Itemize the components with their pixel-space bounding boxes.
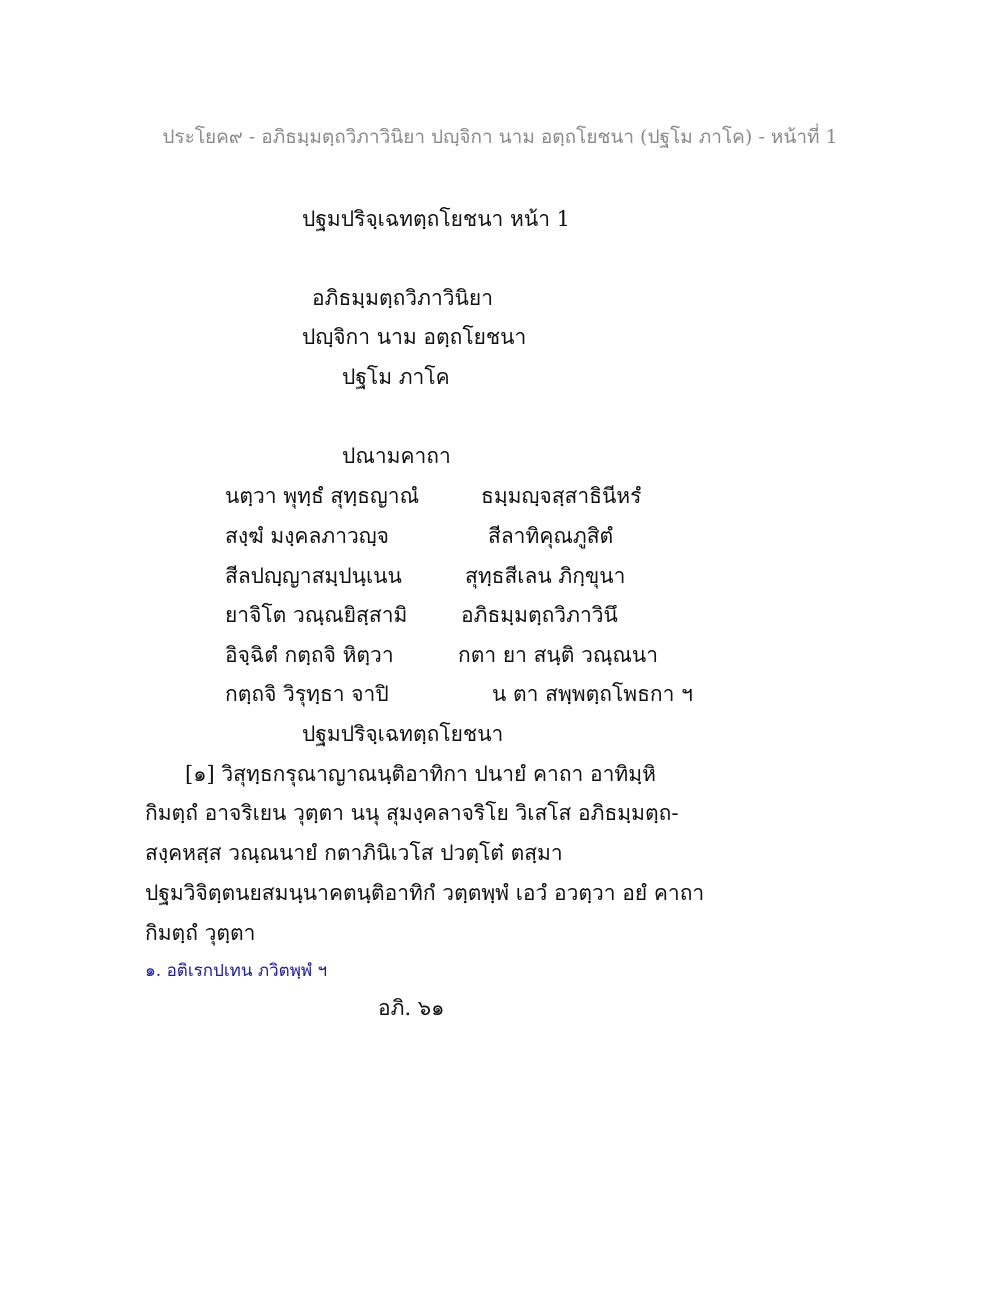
- verse-left: สงฺฆํ มงฺคลภาวญฺจ: [225, 524, 389, 548]
- page-header: ประโยค๙ - อภิธมฺมตฺถวิภาวินิยา ปญฺจิกา นาม อตฺถโยชนา (ปฐโม ภาโค) - หน้าที่ 1: [162, 126, 838, 148]
- verse-right: น ตา สพฺพตฺถโพธกา ฯ: [492, 682, 693, 706]
- paragraph-line: สงฺคหสฺส วณฺณนายํ กตาภินิเวโส ปวตฺโต๋ ตสฺมา: [145, 841, 563, 865]
- verse-left: อิจฺฉิตํ กตฺถจิ หิตฺวา: [225, 643, 394, 667]
- paragraph-line: ปฐมวิจิตฺตนยสมนฺนาคตนฺติอาทิกํ วตฺตพฺพํ เอวํ อวตฺวา อยํ คาถา: [145, 881, 705, 905]
- verse-title: ปณามคาถา: [342, 444, 451, 468]
- verse-right: สุทฺธสีเลน ภิกฺขุนา: [465, 564, 626, 588]
- section-heading: ปฐมปริจฺเฉทตฺถโยชนา หน้า 1: [302, 207, 571, 231]
- verse-right: สีลาทิคุณภูสิตํ: [488, 524, 614, 548]
- verse-left: กตฺถจิ วิรุทฺธา จาปิ: [225, 682, 389, 706]
- verse-right: ธมฺมญฺจสฺสาธินีหรํ: [481, 484, 642, 508]
- chapter-heading: ปฐมปริจฺเฉทตฺถโยชนา: [302, 722, 504, 746]
- title-line-2: ปญฺจิกา นาม อตฺถโยชนา: [302, 325, 527, 349]
- verse-left: นตฺวา พุทฺธํ สุทฺธญาณํ: [225, 484, 420, 508]
- title-line-3: ปฐโม ภาโค: [342, 365, 450, 389]
- verse-right: กตา ยา สนฺติ วณฺณนา: [458, 643, 658, 667]
- title-line-1: อภิธมฺมตฺถวิภาวินิยา: [312, 286, 493, 310]
- footnote: ๑. อติเรกปเทน ภวิตพฺพํ ฯ: [145, 961, 328, 981]
- page-reference: อภิ. ๖๑: [378, 996, 445, 1020]
- verse-left: ยาจิโต วณฺณยิสฺสามิ: [225, 603, 408, 627]
- paragraph-line: กิมตฺถํ วุตฺตา: [145, 921, 256, 945]
- paragraph-line: [๑] วิสุทฺธกรุณาญาณนฺติอาทิกา ปนายํ คาถา อาทิมฺหิ: [185, 762, 656, 786]
- verse-left: สีลปญฺญาสมฺปนฺเนน: [225, 564, 402, 588]
- verse-right: อภิธมฺมตฺถวิภาวินึ: [461, 603, 618, 627]
- paragraph-line: กิมตฺถํ อาจริเยน วุตฺตา นนุ สุมงฺคลาจริโย วิเสโส อภิธมฺมตฺถ-: [145, 801, 679, 825]
